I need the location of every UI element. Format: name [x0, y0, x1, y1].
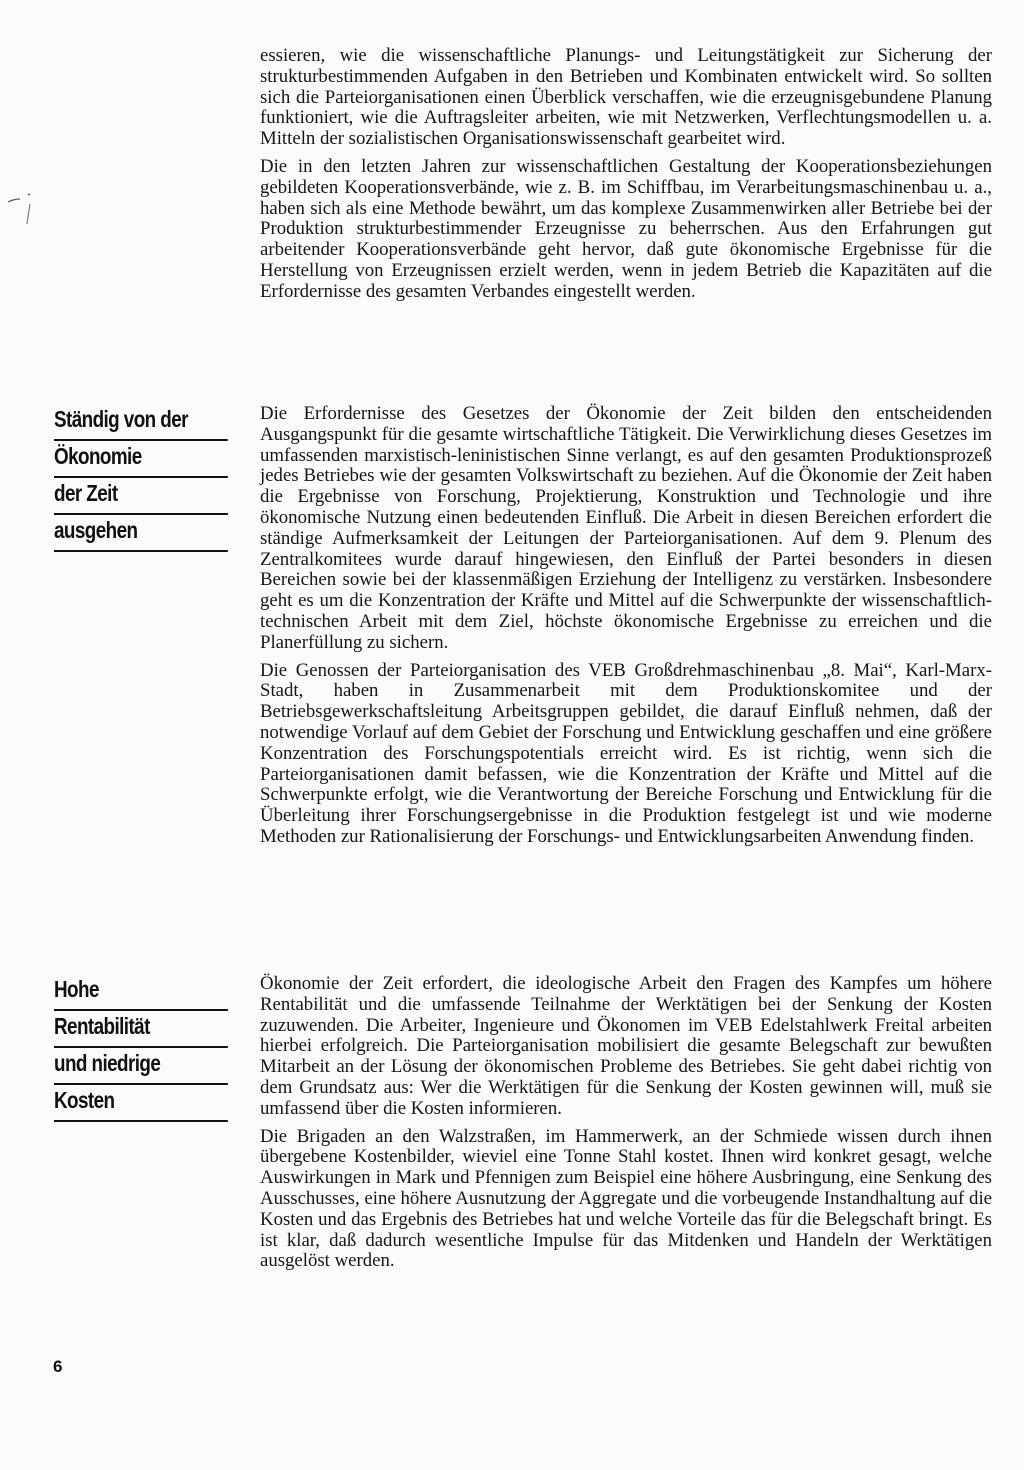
section-heading-oekonomie — [54, 402, 202, 550]
heading-line: Ständig von der — [54, 402, 228, 441]
heading-line: Hohe — [54, 972, 228, 1011]
heading-line: Kosten — [54, 1083, 228, 1122]
section-text-oekonomie — [260, 404, 992, 855]
heading-line: und niedrige — [54, 1046, 228, 1085]
intro-paragraph: essieren, wie die wissenschaftliche Planungs- und Leitungstätigkeit zur Sicherung der strukturbestimmenden Aufgaben in den Betrieben und Kombinaten entwickelt wird. So sollten sich die Parteiorganisationen einen Überblick verschaffen, wie die erzeugnisgebundene Planung funktioniert, wie die Auftragsleiter arbeiten, wie mit Netzwerken, Verflechtungsmodellen u. a. Mitteln der sozialistischen Organisationswissenschaft gearbeitet wird. — [260, 45, 992, 150]
heading-line: der Zeit — [54, 476, 228, 515]
section-heading-rentabilitaet — [54, 972, 202, 1120]
section-paragraph: Die Genossen der Parteiorganisation des VEB Großdrehmaschinenbau „8. Mai“, Karl-Marx-Stadt, haben in Zusammenarbeit mit dem Produktionskomitee und der Betriebsgewerkschaftsleitung Arbeitsgruppen gebildet, die darauf Einfluß nehmen, daß der notwendige Vorlauf auf dem Gebiet der Forschung und Entwicklung geschaffen und eine größere Konzentration des Forschungspotentials erreicht wird. Es ist richtig, wenn sich die Parteiorganisationen damit befassen, wie die Konzentration der Kräfte und Mittel auf die Schwerpunkte erfolgt, wie die Verantwortung der Bereiche Forschung und Entwicklung für die Überleitung ihrer Forschungsergebnisse in die Produktion festgelegt ist und wie moderne Methoden zur Rationalisierung der Forschungs- und Entwicklungsarbeiten Anwendung finden. — [260, 659, 992, 847]
heading-line: Rentabilität — [54, 1009, 228, 1048]
intro-text-block — [260, 46, 992, 310]
section-paragraph: Die Brigaden an den Walzstraßen, im Hammerwerk, an der Schmiede wissen durch ihnen übergebene Kostenbilder, wieviel eine Tonne Stahl kostet. Ihnen wird konkret gesagt, welche Auswirkungen in Mark und Pfennigen zum Beispiel eine höhere Ausbringung, eine Senkung des Ausschusses, eine höhere Ausnutzung der Aggregate und die vorbeugende Instandhaltung auf die Kosten und das Ergebnis des Betriebes hat und welche Vorteile das für die Belegschaft bringt. Es ist klar, daß dadurch wesentliche Impulse für das Mitdenken und Handeln der Werktätigen ausgelöst werden. — [260, 1125, 992, 1272]
heading-line: ausgehen — [54, 513, 228, 552]
section-paragraph: Ökonomie der Zeit erfordert, die ideologische Arbeit den Fragen des Kampfes um höhere Rentabilität und die umfassende Teilnahme der Werktätigen bei der Senkung der Kosten zuzuwenden. Die Arbeiter, Ingenieure und Ökonomen im VEB Edelstahlwerk Freital arbeiten hierbei erfolgreich. Die Parteiorganisation mobilisiert die gesamte Belegschaft zur bewußten Mitarbeit an der Lösung der ökonomischen Probleme des Betriebes. Sie geht dabei richtig von dem Grundsatz aus: Wer die Werktätigen für die Senkung der Kosten gewinnen will, muß sie umfassend über die Kosten informieren. — [260, 973, 992, 1119]
section-text-rentabilitaet — [260, 974, 992, 1279]
heading-line: Ökonomie — [54, 439, 228, 478]
section-paragraph: Die Erfordernisse des Gesetzes der Ökonomie der Zeit bilden den entscheidenden Ausgangspunkt für die gesamte wirtschaftliche Tätigkeit. Die Verwirklichung dieses Gesetzes im umfassenden marxistisch-leninistischen Sinne verlangt, es auf den gesamten Produktionsprozeß jedes Betriebes wie der gesamten Volkswirtschaft zu beziehen. Auf die Ökonomie der Zeit haben die Ergebnisse von Forschung, Projektierung, Konstruktion und Technologie und ihre ökonomische Nutzung einen bedeutenden Einfluß. Die Arbeit in diesen Bereichen erfordert die ständige Aufmerksamkeit der Leitungen der Parteiorganisationen. Auf dem 9. Plenum des Zentralkomitees wurde darauf hingewiesen, den Einfluß der Partei besonders in diesen Bereichen sowie bei der klassenmäßigen Erziehung der Intelligenz zu verstärken. Insbesondere geht es um die Konzentration der Kräfte und Mittel auf die Schwerpunkte der wissenschaftlich-technischen Arbeit mit dem Ziel, höchste ökonomische Ergebnisse zu erreichen und die Planerfüllung zu sichern. — [260, 403, 992, 653]
intro-paragraph: Die in den letzten Jahren zur wissenschaftlichen Gestaltung der Kooperationsbeziehungen gebildeten Kooperationsverbände, wie z. B. im Schiffbau, im Verarbeitungsmaschinenbau u. a., haben sich als eine Methode bewährt, um das komplexe Zusammenwirken aller Betriebe bei der Produktion strukturbestimmender Erzeugnisse zu beherrschen. Aus den Erfahrungen gut arbeitender Kooperationsverbände geht hervor, daß gute ökonomische Ergebnisse für die Herstellung von Erzeugnissen erzielt werden, wenn in jedem Betrieb die Kapazitäten auf die Erfordernisse des gesamten Verbandes eingestellt werden. — [260, 155, 992, 302]
margin-pencil-mark — [6, 186, 40, 234]
page-number: 6 — [53, 1357, 63, 1376]
